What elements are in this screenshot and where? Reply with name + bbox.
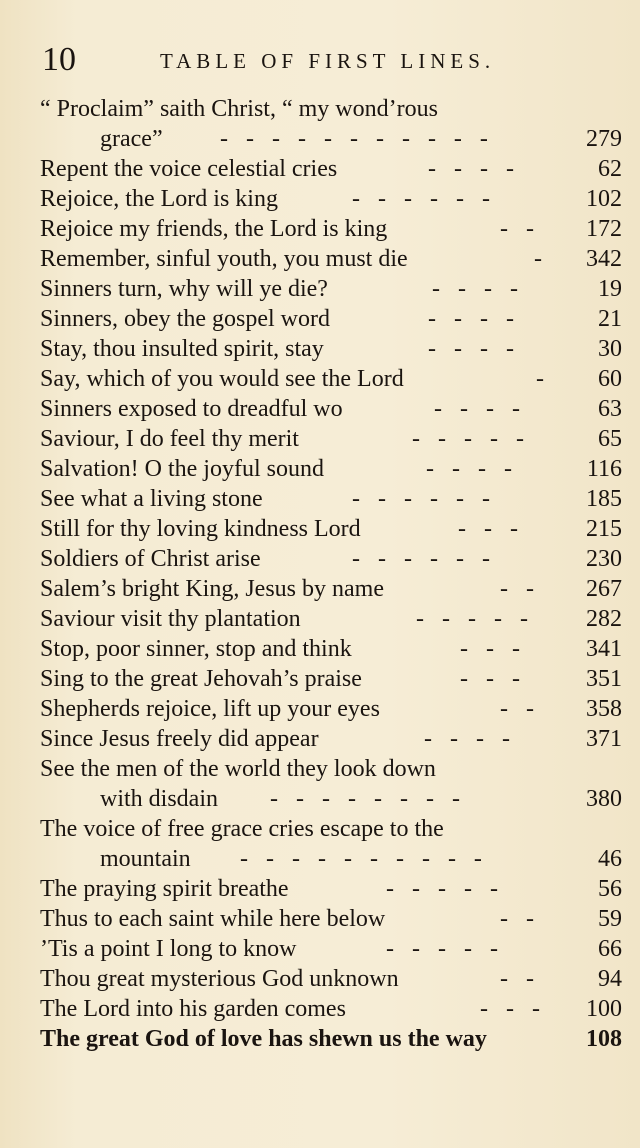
entry-text: Rejoice, the Lord is king [40, 186, 278, 212]
entry-line [40, 514, 624, 544]
entry-line [40, 94, 624, 124]
entry-line [40, 634, 624, 664]
page-header [42, 40, 562, 80]
entry-line [40, 964, 624, 994]
entry-line [40, 304, 624, 334]
dot-leader: - - - - - [412, 426, 530, 452]
page-ref: 371 [586, 726, 622, 752]
dot-leader: - - - - [432, 276, 524, 302]
entry-text: Say, which of you would see the Lord [40, 366, 404, 392]
entry-line [40, 904, 624, 934]
entry-line [40, 454, 624, 484]
page-ref: 63 [598, 396, 622, 422]
page-ref: 102 [586, 186, 622, 212]
dot-leader: - - - - - - - - [270, 786, 466, 812]
first-lines-list [40, 94, 624, 1054]
entry-line [40, 274, 624, 304]
dot-leader: - - [500, 906, 540, 932]
dot-leader: - [534, 246, 548, 272]
page-ref: 279 [586, 126, 622, 152]
dot-leader: - - - - [428, 156, 520, 182]
dot-leader: - - - - - - [352, 546, 496, 572]
dot-leader: - - - - - [386, 936, 504, 962]
dot-leader: - - - - - [386, 876, 504, 902]
entry-line [40, 604, 624, 634]
page-ref: 267 [586, 576, 622, 602]
entry-line [40, 154, 624, 184]
entry-line [40, 934, 624, 964]
page-ref: 341 [586, 636, 622, 662]
page-ref: 62 [598, 156, 622, 182]
entry-line [40, 244, 624, 274]
dot-leader: - - [500, 576, 540, 602]
dot-leader: - - - - - - - - - - [240, 846, 488, 872]
dot-leader: - - [500, 696, 540, 722]
entry-text: The great God of love has shewn us the way [40, 1026, 487, 1052]
entry-line [40, 844, 624, 874]
entry-line [40, 334, 624, 364]
page-ref: 116 [586, 456, 622, 482]
dot-leader: - - - - [426, 456, 518, 482]
entry-text: Rejoice my friends, the Lord is king [40, 216, 388, 242]
page-ref: 108 [586, 1026, 622, 1052]
entry-text: The Lord into his garden comes [40, 996, 346, 1022]
page-ref: 21 [598, 306, 622, 332]
entry-text: Sinners, obey the gospel word [40, 306, 330, 332]
entry-line [40, 1024, 624, 1054]
entry-text: See the men of the world they look down [40, 756, 436, 782]
page-ref: 60 [598, 366, 622, 392]
dot-leader: - - - - [434, 396, 526, 422]
page-ref: 185 [586, 486, 622, 512]
entry-text: Stay, thou insulted spirit, stay [40, 336, 324, 362]
entry-line [40, 724, 624, 754]
entry-text-continued: mountain [100, 846, 191, 872]
entry-line [40, 994, 624, 1024]
entry-line [40, 544, 624, 574]
entry-text: The voice of free grace cries escape to the [40, 816, 444, 842]
dot-leader: - - - - - [416, 606, 534, 632]
page-ref: 94 [598, 966, 622, 992]
dot-leader: - - [500, 216, 540, 242]
entry-line [40, 124, 624, 154]
entry-line [40, 214, 624, 244]
entry-text-continued: grace” [100, 126, 163, 152]
entry-text: Remember, sinful youth, you must die [40, 246, 408, 272]
entry-text: Sinners exposed to dreadful wo [40, 396, 343, 422]
page-ref: 56 [598, 876, 622, 902]
page-ref: 230 [586, 546, 622, 572]
entry-text: Thus to each saint while here below [40, 906, 386, 932]
entry-line [40, 784, 624, 814]
entry-text: “ Proclaim” saith Christ, “ my wond’rous [40, 96, 438, 122]
entry-text: Saviour, I do feel thy merit [40, 426, 299, 452]
entry-text: ’Tis a point I long to know [40, 936, 297, 962]
entry-text-continued: with disdain [100, 786, 218, 812]
entry-line [40, 484, 624, 514]
dot-leader: - - - [458, 516, 524, 542]
entry-text: Repent the voice celestial cries [40, 156, 338, 182]
page-number: 10 [42, 41, 76, 78]
entry-text: Shepherds rejoice, lift up your eyes [40, 696, 380, 722]
entry-text: Sing to the great Jehovah’s praise [40, 666, 362, 692]
entry-line [40, 184, 624, 214]
running-title: TABLE OF FIRST LINES. [160, 49, 496, 73]
page-ref: 342 [586, 246, 622, 272]
entry-line [40, 814, 624, 844]
dot-leader: - - - - - - - - - - - [220, 126, 494, 152]
dot-leader: - [536, 366, 550, 392]
entry-line [40, 694, 624, 724]
entry-text: Since Jesus freely did appear [40, 726, 319, 752]
entry-text: Salem’s bright King, Jesus by name [40, 576, 384, 602]
entry-line [40, 424, 624, 454]
page-ref: 30 [598, 336, 622, 362]
page-ref: 351 [586, 666, 622, 692]
entry-line [40, 874, 624, 904]
entry-text: Still for thy loving kindness Lord [40, 516, 361, 542]
page-ref: 172 [586, 216, 622, 242]
dot-leader: - - - [480, 996, 546, 1022]
dot-leader: - - - - [428, 306, 520, 332]
dot-leader: - - - [460, 666, 526, 692]
page-ref: 282 [586, 606, 622, 632]
entry-text: The praying spirit breathe [40, 876, 289, 902]
dot-leader: - - [500, 966, 540, 992]
entry-text: Saviour visit thy plantation [40, 606, 301, 632]
entry-text: Thou great mysterious God unknown [40, 966, 399, 992]
page-ref: 46 [598, 846, 622, 872]
entry-text: Sinners turn, why will ye die? [40, 276, 328, 302]
entry-line [40, 394, 624, 424]
entry-line [40, 664, 624, 694]
page-ref: 65 [598, 426, 622, 452]
page-ref: 215 [586, 516, 622, 542]
entry-line [40, 574, 624, 604]
entry-text: Soldiers of Christ arise [40, 546, 261, 572]
dot-leader: - - - [460, 636, 526, 662]
page-ref: 66 [598, 936, 622, 962]
entry-text: See what a living stone [40, 486, 263, 512]
entry-text: Stop, poor sinner, stop and think [40, 636, 352, 662]
dot-leader: - - - - - - [352, 186, 496, 212]
page-ref: 100 [586, 996, 622, 1022]
dot-leader: - - - - [424, 726, 516, 752]
dot-leader: - - - - [428, 336, 520, 362]
entry-line [40, 754, 624, 784]
entry-line [40, 364, 624, 394]
page-ref: 380 [586, 786, 622, 812]
dot-leader: - - - - - - [352, 486, 496, 512]
page-ref: 59 [598, 906, 622, 932]
page-ref: 19 [598, 276, 622, 302]
page-ref: 358 [586, 696, 622, 722]
entry-text: Salvation! O the joyful sound [40, 456, 324, 482]
